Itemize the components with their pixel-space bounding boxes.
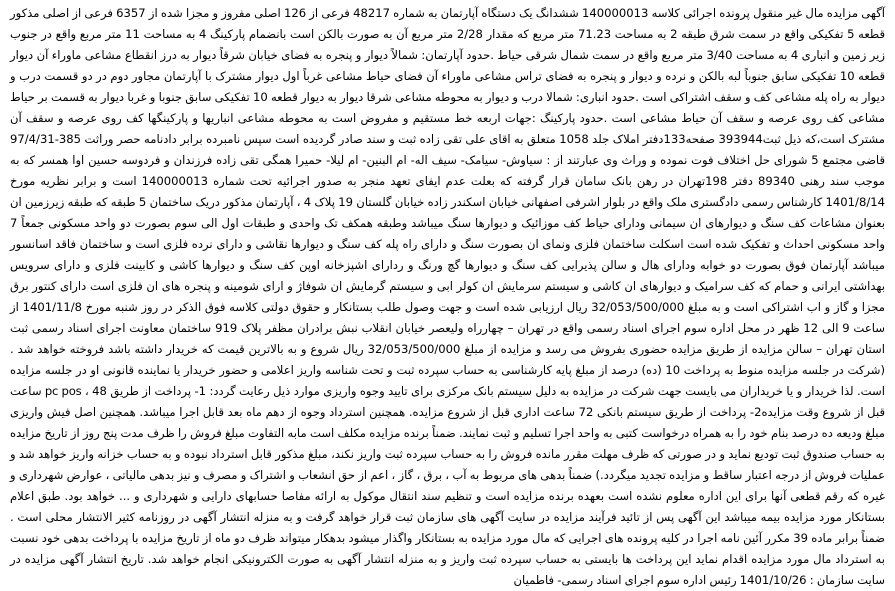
auction-notice-text: آگهی مزایده مال غیر منقول پرونده اجرائی کلاسه 140000013 ششدانگ یک دستگاه آپارتمان به شماره 48217 فرعی از 126 اصلی مفروز و مجزا شده از 6357 فرعی از اصلی مذکور قطعه 5 تفکیکی واقع در سمت شرق طبقه 2 به مساحت 71.23 متر مربع که مقدار 2/28 متر مربع آن به صورت بالکن است بانضمام پارکینگ 4 به مساحت 11 متر مربع واقع در جنوب زیر زمین و انباری 4 به مساحت 3/40 متر مربع واقع در سمت شمال شرقی حیاط .حدود آپارتمان: شمالاً دیوار و پنجره به فضای خیابان شرقاً دیوار به درز انقطاع مشاعی ماوراء آن دیوار قطعه 10 تفکیکی سابق جنوباً لبه بالکن و نرده و دیوار و پنجره به فضای تراس مشاعی ماوراء آن فضای حیاط مشاعی غرباً اول دیوار مشترک با آپارتمان مجاور دوم در دو قسمت درب و دیوار به راه پله مشاعی کف و سقف اشتراکی است .حدود انباری: شمالا درب و دیوار به محوطه مشاعی شرقا دیوار به دیوار قطعه 10 تفکیکی سابق جنوبا و غربا دیوار به قسمت بر حیاط مشاعی کف روی عرصه و سقف آن حیاط مشاعی است .حدود پارکینگ :جهات اربعه خط مستقیم و مفروض است به محوطه مشاعی انباریها و پارکینگها کف روی عرصه و سقف آن مشترک است،که ذیل ثبت393944 صفحه133دفتر املاک جلد 1058 متعلق به اقای علی تقی زاده ثبت و سند صادر گردیده است سپس نامبرده برابر دادنامه حصر وراثت 385-97/4/31 قاضی مجتمع 5 شورای حل اختلاف فوت نموده و وراث وی عبارتند از : سیاوش- سیامک- سیف اله- ام البنین- ام لیلا- حمیرا همگی تقی زاده فرزندان و فردوسه حسین اوا همسر که به موجب سند رهنی 89340 دفتر 198تهران در رهن بانک سامان قرار گرفته که بعلت عدم ایفای تعهد منجر به صدور اجرائیه تحت شماره 140000013 است و برابر نظریه مورخ 1401/8/14 کارشناس رسمی دادگستری ملک واقع در بلوار اشرفی اصفهانی خیابان اسکندر زاده خیابان گلستان 19 پلاک 4 ، آپارتمان مذکور دریک ساختمان 5 طبقه که طبقه زیرزمین ان بعنوان مشاعات کف سنگ و دیوارهای ان سیمانی ودارای حیاط کف موزائیک و دیوارها سنگ میباشد وطبقه همکف تک واحدی و طبقات اول الی سوم بصورت دو واحد مسکونی جمعاً 7 واحد مسکونی احداث و تفکیک شده است اسکلت ساختمان فلزی ونمای ان بصورت سنگ و دارای راه پله کف سنگ و دیوارها نقاشی و دارای نرده فلزی است و ساختمان فاقد اسانسور میباشد آپارتمان فوق بصورت دو خوابه ودارای هال و سالن پذیرایی کف سنگ و دیوارها گچ ورنگ و ردارای اشپزخانه اوپن کف سنگ و دیوارها کاشی و کابینت فلزی و دارای سرویس بهداشتی ایرانی و حمام که کف سرامیک و دیوارهای ان کاشی و سیستم سرمایش ان کولر ابی و سیستم گرمایش ان شوفاژ و ارای شومینه و پنجره های ان فلزی است دارای کنتور برق مجزا و گاز و اب اشتراکی است و به مبلغ 32/053/500/000 ریال ارزیابی شده است و جهت وصول طلب بستانکار و حقوق دولتی کلاسه فوق الذکر در روز شنبه مورخ 1401/11/8 از ساعت 9 الی 12 ظهر در محل اداره سوم اجرای اسناد رسمی واقع در تهران – چهارراه ولیعصر خیابان انقلاب نبش برادران مظفر پلاک 919 ساختمان معاونت اجرای اسناد رسمی ثبت استان تهران – سالن مزایده از طریق مزایده حضوری بفروش می رسد و مزایده از مبلغ 32/053/500/000 ریال شروع و به بالاترین قیمت که خریدار داشته باشد فروخته خواهد شد . (شرکت در جلسه مزایده منوط به پرداخت 10 (ده) درصد از مبلغ پایه کارشناسی به حساب سپرده ثبت و تحت شناسه واریز اعلامی و حضور خریدار یا نماینده قانونی او در جلسه مزایده است. لذا خریدار و یا خریداران می بایست جهت شرکت در مزایده به دلیل سیستم بانک مرکزی برای تایید وجوه واریزی موارد ذیل رعایت گردد: 1- پرداخت از طریق 48 ، pc pos ساعت قبل از شروع وقت مزایده2- پرداخت از طریق سیستم بانکی 72 ساعت اداری قبل از شروع مزایده. همچنین استرداد وجوه از دهم ماه بعد قابل اجرا میباشد. همچنین اصل فیش واریزی مبلغ ودیعه ده درصد بنام خود را به همراه درخواست کتبی به واحد اجرا تسلیم و ثبت نمایند. ضمناً برنده مزایده مکلف است مابه التفاوت مبلغ فروش را ظرف مدت پنج روز از تاریخ مزایده به حساب صندوق ثبت تودیع نماید و در صورتی که ظرف مهلت مقرر مانده فروش را به حساب سپرده ثبت واریز نکند، مبلغ مذکور قابل استرداد نبوده و به حساب خزانه واریز خواهد شد و عملیات فروش از درجه اعتبار ساقط و مزایده تجدید میگردد.) ضمناً بدهی های مربوط به آب ، برق ، گاز ، اعم از حق انشعاب و اشتراک و مصرف و نیز بدهی مالیاتی ، عوارض شهرداری و غیره که رقم قطعی آنها برای این اداره معلوم نشده است بعهده برنده مزایده است و تنظیم سند انتقال موکول به ارائه مفاصا حسابهای دارایی و شهرداری و ... خواهد بود. طبق اعلام بستانکار مورد مزایده بیمه میباشد این آگهی پس از تائید فرآیند مزایده در سایت آگهی های سازمان ثبت قرار خواهد گرفت و به منزله انتشار آگهی در روزنامه کثیر الانتشار محلی است . ضمناً برابر ماده 39 مکرر آئین نامه اجرا در کلیه پرونده های اجرایی که مال مورد مزایده به بستانکار واگذار میشود بدهکار میتواند ظرف دو ماه از تاریخ مزایده با پرداخت بدهی خود نسبت به استرداد مال مورد مزایده اقدام نماید این پرداخت ها بایستی به حساب سپرده ثبت واریز و به منزله انتشار آگهی به صورت الکترونیکی انجام خواهد شد. تاریخ انتشار آگهی مزایده در سایت سازمان : 1401/10/26 رئیس اداره سوم اجرای اسناد رسمی- فاطمیان xyxy=(10,6,886,587)
